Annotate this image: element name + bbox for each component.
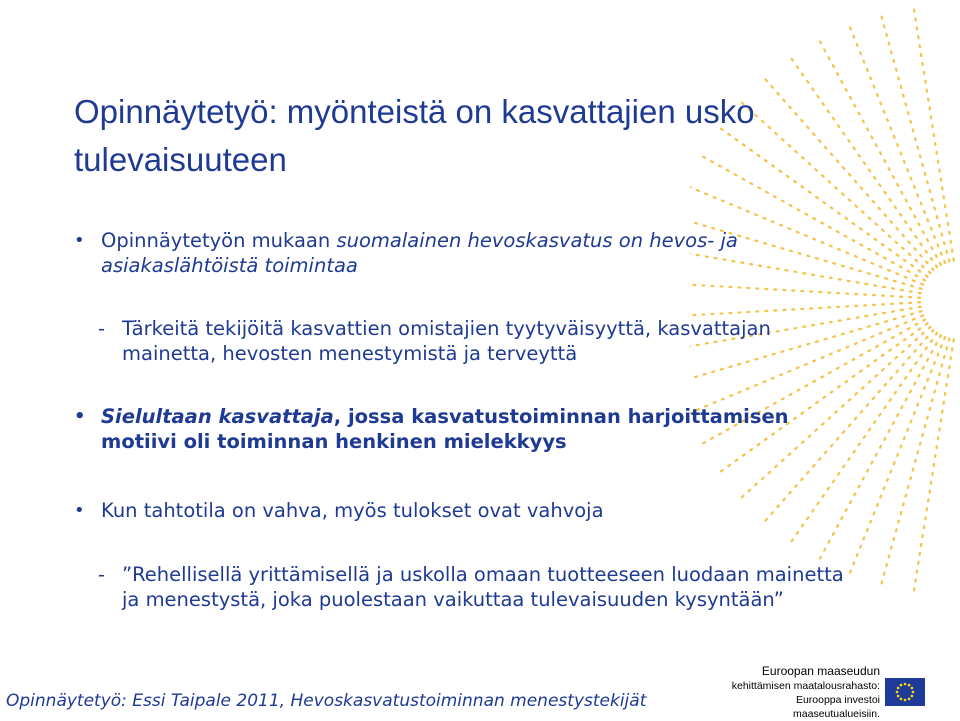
eu-flag-icon xyxy=(885,678,925,706)
eu-star xyxy=(908,698,911,701)
dash-item-1 xyxy=(74,316,854,366)
sunburst-ray xyxy=(913,340,954,597)
dash-marker: - xyxy=(98,563,106,586)
footer-citation: Opinnäytetyö: Essi Taipale 2011, Hevoskasvatustoiminnan menestystekijät xyxy=(6,691,647,711)
bullet-marker: • xyxy=(74,406,86,427)
eu-star xyxy=(904,699,907,702)
eu-star xyxy=(897,695,900,698)
eu-credit-line-2: kehittämisen maatalousrahasto: xyxy=(731,680,880,692)
bullet-2-emphasis: Sielultaan kasvattaja xyxy=(101,405,334,428)
sunburst-ray xyxy=(690,283,920,298)
dash-marker: - xyxy=(98,317,106,340)
dash-item-2-text: ”Rehellisellä yrittämisellä ja uskolla omaan tuotteeseen luodaan mainetta ja menestystä, joka puolestaan vaikuttaa tulevaisuuden kysyntään” xyxy=(122,563,844,611)
bullet-2-rest: , jossa kasvatustoiminnan harjoittamisen motiivi oli toiminnan henkinen mielekkyys xyxy=(101,405,789,453)
eu-credit-line-3: Eurooppa investoi maaseutualueisiin. xyxy=(793,694,880,720)
eu-star xyxy=(908,684,911,687)
eu-star xyxy=(900,684,903,687)
sunburst-ray xyxy=(848,337,945,578)
sunburst-ray xyxy=(913,4,954,261)
bullet-2 xyxy=(74,404,854,454)
slide-title: Opinnäytetyö: myönteistä on kasvattajien usko tulevaisuuteen xyxy=(74,93,755,178)
eu-star xyxy=(912,691,915,694)
bullet-1-emphasis: suomalainen hevoskasvatus on hevos- ja asiakaslähtöistä toimintaa xyxy=(101,229,738,277)
bullet-marker: • xyxy=(74,230,85,251)
sunburst-ray xyxy=(880,11,949,262)
bullet-marker: • xyxy=(74,500,85,521)
eu-star xyxy=(904,683,907,686)
eu-credit-line-1: Euroopan maaseudun xyxy=(761,664,880,678)
bullet-1 xyxy=(74,228,854,278)
eu-star xyxy=(900,698,903,701)
dash-item-1-text: Tärkeitä tekijöitä kasvattien omistajien tyytyväisyyttä, kasvattajan mainetta, hevosten menestymistä ja terveyttä xyxy=(122,317,771,365)
eu-star xyxy=(897,687,900,690)
dash-item-2 xyxy=(74,562,854,612)
bullet-1-prefix: Opinnäytetyön mukaan xyxy=(101,229,337,252)
sunburst-ray xyxy=(690,302,920,317)
bullet-3 xyxy=(74,498,854,523)
sunburst-ray xyxy=(880,339,949,590)
eu-star xyxy=(911,695,914,698)
eu-star xyxy=(911,687,914,690)
eu-funding-credit xyxy=(710,664,880,721)
bullet-3-text: Kun tahtotila on vahva, myös tulokset ovat vahvoja xyxy=(101,499,604,522)
eu-star xyxy=(896,691,899,694)
